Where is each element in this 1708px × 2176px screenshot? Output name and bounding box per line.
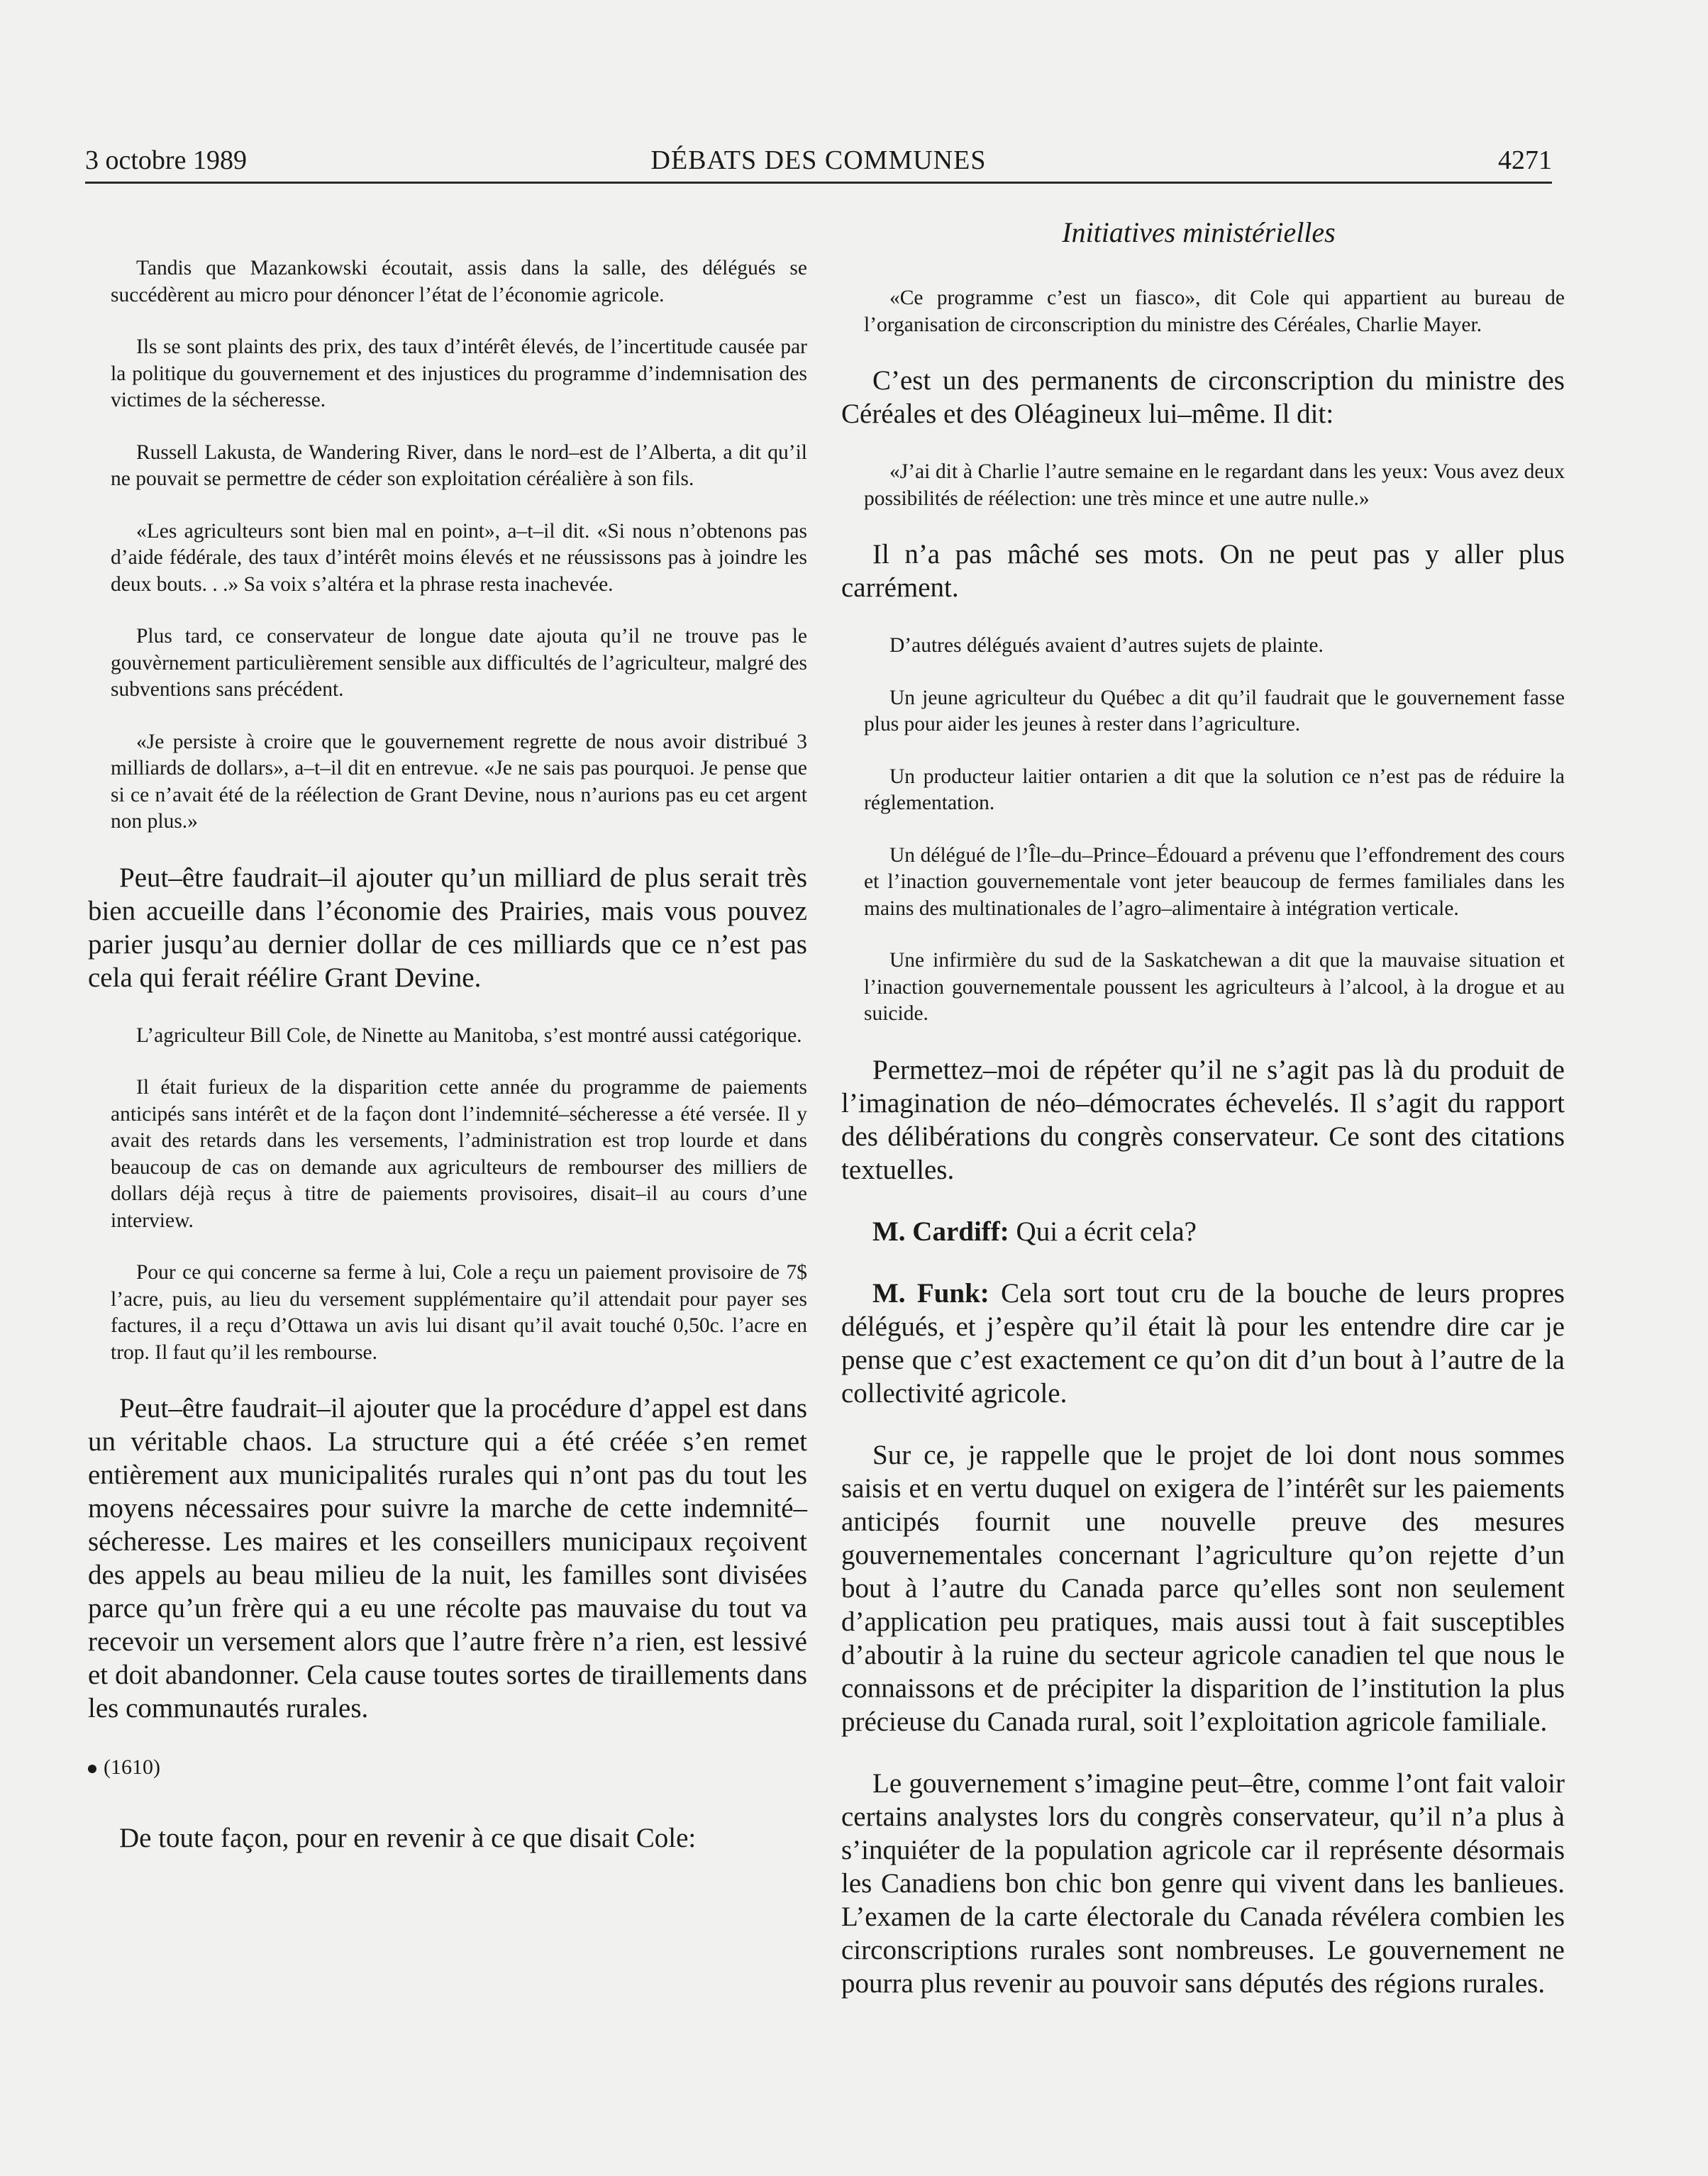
paragraph: Ils se sont plaints des prix, des taux d’intérêt élevés, de l’incertitude causée par la politique du gouvernement et des injustices du programme d’indemnisation des victimes de la sécheresse. <box>111 335 807 411</box>
speech-funk <box>841 1277 1565 1410</box>
bullet-icon <box>88 1765 96 1773</box>
paragraph: Il n’a pas mâché ses mots. On ne peut pas y aller plus carrément. <box>841 539 1565 603</box>
paragraph: Une infirmière du sud de la Saskatchewan a dit que la mauvaise situation et l’inaction gouvernementale poussent les agriculteurs à l’alcool, à la drogue et au suicide. <box>864 949 1565 1025</box>
paragraph: Un producteur laitier ontarien a dit que la solution ce n’est pas de réduire la réglementation. <box>864 765 1565 814</box>
time-marker <box>88 1753 807 1782</box>
paragraph: Tandis que Mazankowski écoutait, assis dans la salle, des délégués se succédèrent au micro pour dénoncer l’état de l’économie agricole. <box>111 257 807 306</box>
speech-text: Qui a écrit cela? <box>1016 1216 1197 1247</box>
paragraph: «Je persiste à croire que le gouvernement regrette de nous avoir distribué 3 milliards de dollars», a–t–il dit en entrevue. «Je ne sais pas pourquoi. Je pense que si ce n’avait été de la réélection de Grant Devine, nous n’aurions pas eu cet argent non plus.» <box>111 730 807 833</box>
paragraph: Russell Lakusta, de Wandering River, dans le nord–est de l’Alberta, a dit qu’il ne pouvait se permettre de céder son exploitation céréalière à son fils. <box>111 440 807 490</box>
section-title: Initiatives ministérielles <box>1062 216 1336 248</box>
speaker-name: M. Cardiff: <box>872 1216 1009 1247</box>
header-rule <box>85 182 1552 184</box>
left-column <box>88 255 807 1883</box>
paragraph: Peut–être faudrait–il ajouter que la procédure d’appel est dans un véritable chaos. La structure qui a été créée s’en remet entièrement aux municipalités rurales qui n’ont pas du tout les moyens nécessaires pour suivre la marche de cette indemnité–sécheresse. Les maires et les conseillers municipaux reçoivent des appels au beau milieu de la nuit, les familles sont divisées parce qu’un frère qui a eu une récolte pas mauvaise du tout va recevoir un versement alors que l’autre frère n’a rien, est lessivé et doit abandonner. Cela cause toutes sortes de tiraillements dans les communautés rurales. <box>88 1393 807 1723</box>
paragraph: Un jeune agriculteur du Québec a dit qu’il faudrait que le gouvernement fasse plus pour aider les jeunes à rester dans l’agriculture. <box>864 686 1565 735</box>
paragraph: Pour ce qui concerne sa ferme à lui, Cole a reçu un paiement provisoire de 7$ l’acre, puis, au lieu du versement supplémentaire qu’il attendait pour payer ses factures, il a reçu d’Ottawa un avis lui disant qu’il avait touché 0,50c. l’acre en trop. Il faut qu’il les rembourse. <box>111 1261 807 1364</box>
paragraph: «Ce programme c’est un fiasco», dit Cole qui appartient au bureau de l’organisation de circonscription du ministre des Céréales, Charlie Mayer. <box>864 287 1565 336</box>
paragraph: «Les agriculteurs sont bien mal en point», a–t–il dit. «Si nous n’obtenons pas d’aide fédérale, des taux d’intérêt moins élevés et ne réussissons pas à joindre les deux bouts. . .» Sa voix s’altéra et la phrase resta inachevée. <box>111 519 807 596</box>
paragraph: Sur ce, je rappelle que le projet de loi dont nous sommes saisis et en vertu duquel on exigera de l’intérêt sur les paiements anticipés fournit une nouvelle preuve des mesures gouvernementales concernant l’agriculture qu’on rejette d’un bout à l’autre du Canada parce qu’elles sont non seulement d’application peu pratiques, mais aussi tout à fait susceptibles d’aboutir à la ruine du secteur agricole canadien tel que nous le connaissons et de précipiter la disparition de l’institution la plus précieuse du Canada rural, soit l’exploitation agricole familiale. <box>841 1439 1565 1737</box>
time-marker-text: (1610) <box>104 1755 160 1779</box>
speaker-name: M. Funk: <box>872 1277 989 1309</box>
paragraph: C’est un des permanents de circonscription du ministre des Céréales et des Oléagineux lui–même. Il dit: <box>841 365 1565 429</box>
paragraph: «J’ai dit à Charlie l’autre semaine en le regardant dans les yeux: Vous avez deux possibilités de réélection: une très mince et une autre nulle.» <box>864 460 1565 510</box>
paragraph: Le gouvernement s’imagine peut–être, comme l’ont fait valoir certains analystes lors du congrès conservateur, qu’il n’a plus à s’inquiéter de la population agricole car il représente désormais les Canadiens bon chic bon genre qui vivent dans les banlieues. L’examen de la carte électorale du Canada révélera combien les circonscriptions rurales sont nombreuses. Le gouvernement ne pourra plus revenir au pouvoir sans députés des régions rurales. <box>841 1767 1565 1999</box>
paragraph: D’autres délégués avaient d’autres sujets de plainte. <box>889 634 1324 657</box>
paragraph: De toute façon, pour en revenir à ce que disait Cole: <box>119 1823 697 1853</box>
page-number: 4271 <box>1498 145 1552 175</box>
paragraph: Plus tard, ce conservateur de longue date ajouta qu’il ne trouve pas le gouvèrnement particulièrement sensible aux difficultés de l’agriculteur, malgré des subventions sans précédent. <box>111 625 807 701</box>
header-title: DÉBATS DES COMMUNES <box>650 145 987 175</box>
page-header <box>85 140 1552 180</box>
paragraph: Permettez–moi de répéter qu’il ne s’agit pas là du produit de l’imagination de néo–démocrates échevelés. Il s’agit du rapport des délibérations du congrès conservateur. Ce sont des citations textuelles. <box>841 1054 1565 1185</box>
speech-text: Cela sort tout cru de la bouche de leurs propres délégués, et j’espère qu’il était là pour les entendre dire car je pense que c’est exactement ce qu’on dit d’un bout à l’autre de la collectivité agricole. <box>841 1277 1565 1409</box>
paragraph: Un délégué de l’Île–du–Prince–Édouard a prévenu que l’effondrement des cours et l’inaction gouvernementale vont jeter beaucoup de fermes familiales dans les mains des multinationales de l’agro–alimentaire à intégration verticale. <box>864 843 1565 920</box>
right-column <box>841 285 1565 2028</box>
paragraph: L’agriculteur Bill Cole, de Ninette au Manitoba, s’est montré aussi catégorique. <box>136 1023 802 1047</box>
speech-cardiff <box>841 1215 1565 1248</box>
paragraph: Il était furieux de la disparition cette année du programme de paiements anticipés sans intérêt et de la façon dont l’indemnité–sécheresse a été versée. Il y avait des retards dans les versements, l’administration est trop lourde et dans beaucoup de cas on demande aux agriculteurs de rembourser des milliers de dollars déjà reçus à titre de paiements provisoires, disait–il au cours d’une interview. <box>111 1076 807 1232</box>
paragraph: Peut–être faudrait–il ajouter qu’un milliard de plus serait très bien accueille dans l’économie des Prairies, mais vous pouvez parier jusqu’au dernier dollar de ces milliards que ce n’est pas cela qui ferait réélire Grant Devine. <box>88 862 807 993</box>
header-date: 3 octobre 1989 <box>85 145 247 175</box>
